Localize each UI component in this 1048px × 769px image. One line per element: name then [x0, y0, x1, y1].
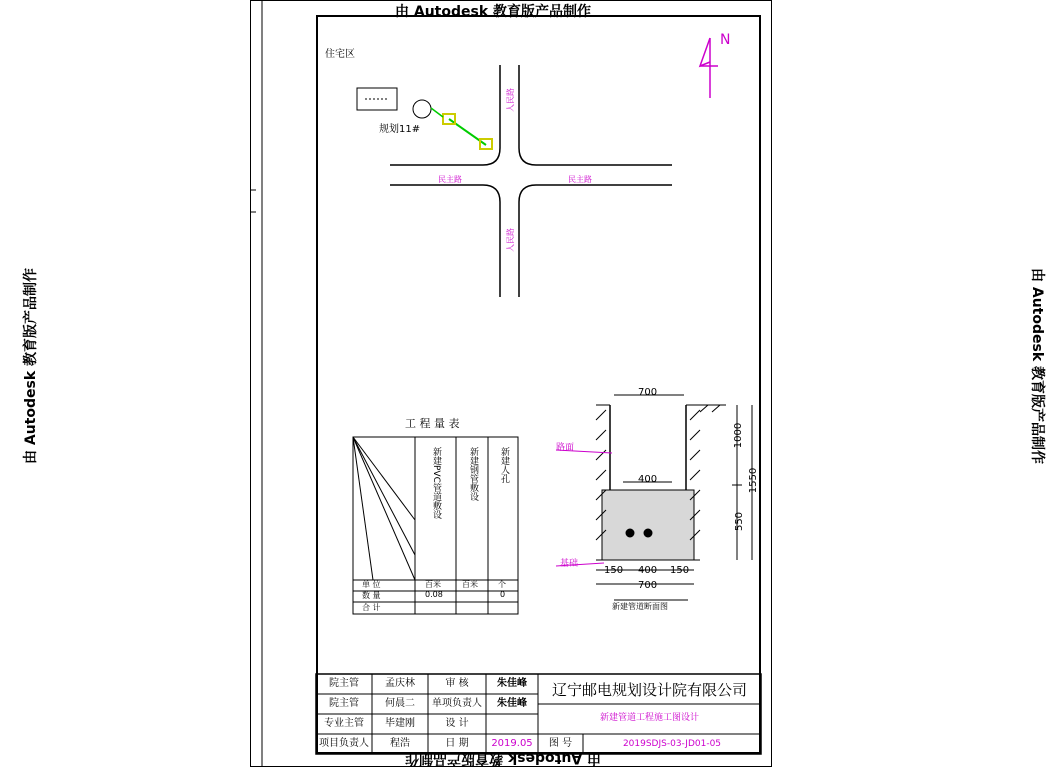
table-unit-1: 百米 — [425, 580, 441, 589]
dim-bottom-left: 150 — [604, 565, 624, 576]
tb-drawing-no-label: 图 号 — [548, 738, 573, 749]
residential-area-label: 住宅区 — [325, 49, 355, 60]
watermark-bottom: 由 Autodesk 教育版产品制作 — [405, 750, 602, 766]
table-col-1: 新建PVC管道敷设 — [431, 447, 441, 519]
tb-role-2: 院主管 — [329, 698, 359, 709]
tb-company: 辽宁邮电规划设计院有限公司 — [551, 681, 747, 699]
table-qty-label: 数 量 — [362, 591, 381, 600]
dim-inner: 400 — [638, 474, 658, 485]
north-label: N — [720, 32, 731, 48]
engineering-table-title: 工 程 量 表 — [405, 417, 460, 430]
section-caption: 新建管道断面图 — [612, 602, 668, 611]
plan-label: 规划11# — [379, 124, 421, 135]
tb-name2-2: 朱佳峰 — [497, 698, 527, 709]
tb-role-3: 专业主管 — [324, 718, 364, 729]
road-label-west: 民主路 — [438, 175, 462, 184]
existing-manhole-icon — [413, 100, 431, 118]
table-total-label: 合 计 — [362, 603, 381, 612]
watermark-right: 由 Autodesk 教育版产品制作 — [1029, 267, 1046, 465]
table-qty-3: 0 — [500, 590, 506, 599]
road-label-north: 人民路 — [506, 88, 515, 112]
tb-date: 2019.05 — [491, 738, 533, 749]
tb-role-1: 院主管 — [329, 678, 359, 689]
dim-top: 700 — [638, 387, 658, 398]
label-base: 基础 — [560, 559, 579, 569]
dim-right-bottom: 550 — [734, 511, 746, 532]
watermark-left: 由 Autodesk 教育版产品制作 — [23, 267, 40, 465]
dim-right-total: 1550 — [748, 467, 760, 494]
table-qty-1: 0.08 — [425, 590, 443, 599]
tb-role2-3: 设 计 — [445, 718, 469, 729]
dim-bottom-total: 700 — [638, 580, 658, 591]
tb-role2-2: 单项负责人 — [432, 698, 482, 709]
label-ground: 路面 — [556, 443, 575, 453]
table-col-2: 新建钢管敷设 — [468, 447, 478, 501]
dim-right-top: 1000 — [733, 422, 745, 449]
tb-project: 新建管道工程施工图设计 — [599, 713, 699, 723]
table-unit-2: 百米 — [462, 580, 478, 589]
watermark-top: 由 Autodesk 教育版产品制作 — [395, 4, 592, 20]
road-label-east: 民主路 — [568, 175, 592, 184]
road-intersection — [390, 65, 672, 297]
tb-name-3: 毕建刚 — [385, 718, 415, 729]
tb-role2-1: 审 核 — [445, 678, 469, 689]
title-block — [316, 674, 761, 754]
table-unit-3: 个 — [498, 580, 506, 589]
tb-name-2: 何晨二 — [385, 698, 415, 709]
tb-role2-4: 日 期 — [445, 738, 469, 749]
table-unit-label: 单 位 — [362, 580, 381, 589]
table-col-3: 新建人孔 — [499, 447, 509, 483]
north-arrow-icon — [700, 38, 718, 98]
tb-name2-1: 朱佳峰 — [497, 678, 527, 689]
dim-bottom-mid: 400 — [638, 565, 658, 576]
tb-name-1: 孟庆林 — [385, 678, 415, 689]
dim-bottom-right: 150 — [670, 565, 690, 576]
road-label-south: 人民路 — [506, 228, 515, 252]
tb-name-4: 程浩 — [390, 738, 410, 749]
tb-drawing-no: 2019SDJS-03-JD01-05 — [622, 739, 722, 749]
tb-role-4: 项目负责人 — [319, 738, 369, 749]
